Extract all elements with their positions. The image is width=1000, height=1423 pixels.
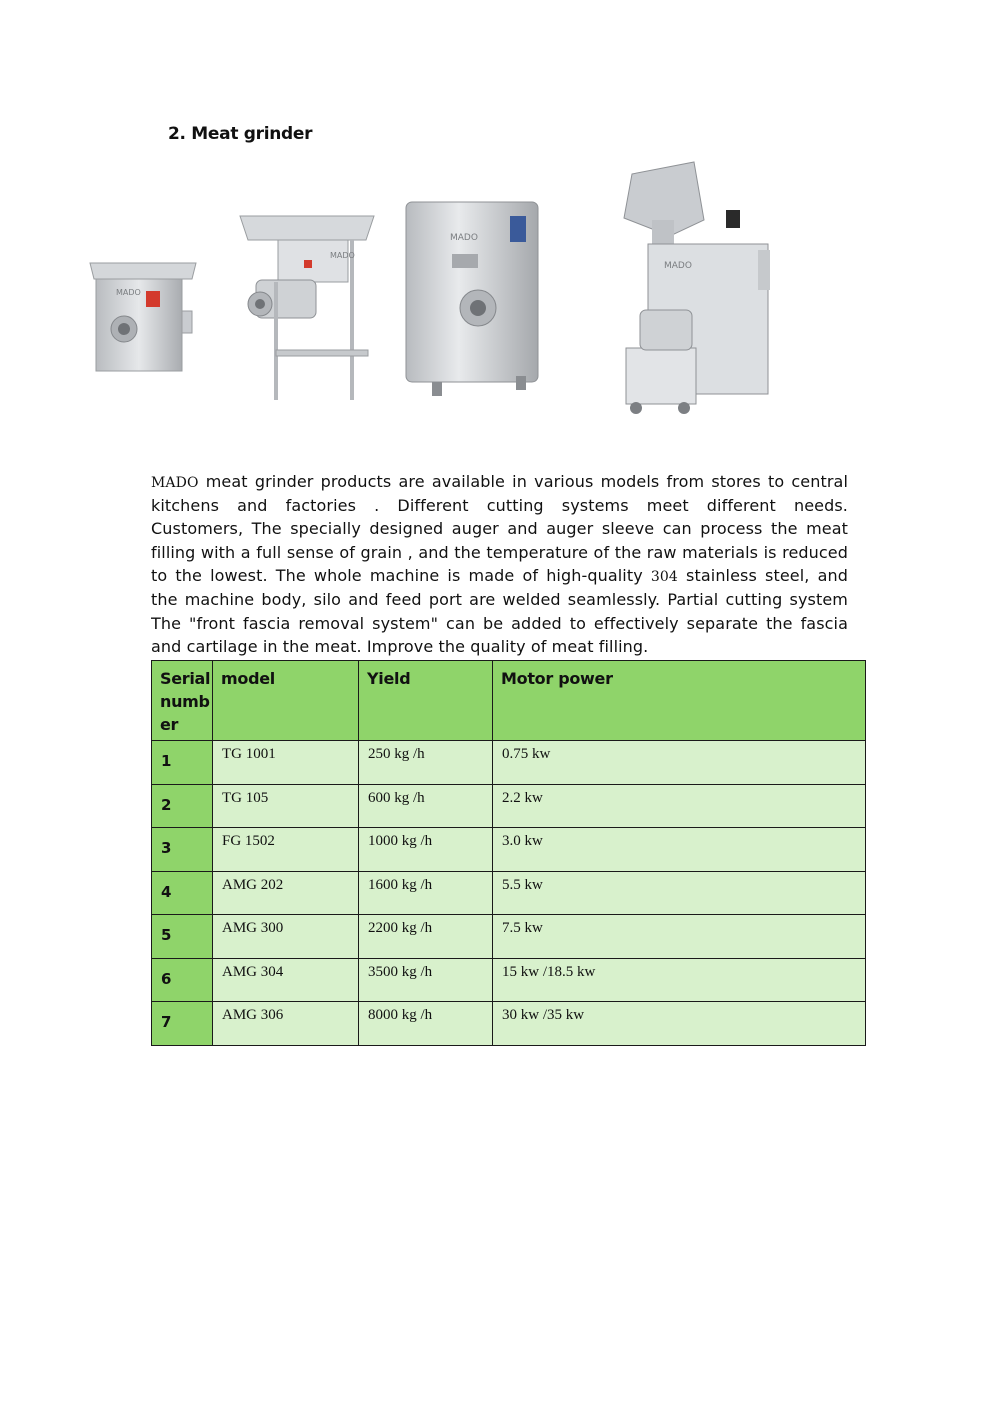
yield-cell: 1000 kg /h (359, 828, 493, 872)
model-cell: TG 105 (213, 784, 359, 828)
serial-cell: 4 (152, 871, 213, 915)
table-row (152, 741, 866, 785)
column-header-serial: Serial numb er (152, 661, 213, 741)
yield-cell: 1600 kg /h (359, 871, 493, 915)
serial-cell: 3 (152, 828, 213, 872)
yield-cell: 600 kg /h (359, 784, 493, 828)
serial-cell: 7 (152, 1002, 213, 1046)
table-row (152, 1002, 866, 1046)
power-cell: 15 kw /18.5 kw (493, 958, 866, 1002)
paragraph-line: filling with a full sense of grain , and the temperature of the raw materials is reduced (151, 542, 848, 562)
table-row (152, 915, 866, 959)
yield-cell: 3500 kg /h (359, 958, 493, 1002)
cabinet-meat-grinder-image (402, 196, 542, 402)
model-cell: TG 1001 (213, 741, 359, 785)
table-header-row (152, 661, 866, 741)
brand-logo-text: MADO (664, 261, 692, 271)
model-cell: AMG 306 (213, 1002, 359, 1046)
small-meat-grinder-image (88, 255, 198, 375)
section-heading: 2. Meat grinder (168, 124, 313, 144)
serial-cell: 6 (152, 958, 213, 1002)
power-cell: 3.0 kw (493, 828, 866, 872)
paragraph-line: to the lowest. The whole machine is made of high-quality 304 stainless steel, and (151, 566, 848, 586)
model-cell: AMG 304 (213, 958, 359, 1002)
brand-logo-text: MADO (450, 233, 478, 243)
serial-cell: 2 (152, 784, 213, 828)
product-description (151, 470, 848, 659)
stand-meat-grinder-image (238, 210, 376, 402)
column-header-yield: Yield (359, 661, 493, 741)
paragraph-line: kitchens and factories . Different cutting systems meet different needs. (151, 495, 848, 515)
paragraph-line: The "front fascia removal system" can be added to effectively separate the fascia (151, 613, 848, 633)
serial-cell: 5 (152, 915, 213, 959)
power-cell: 7.5 kw (493, 915, 866, 959)
column-header-model: model (213, 661, 359, 741)
paragraph-line: Customers, The specially designed auger and auger sleeve can process the meat (151, 519, 848, 539)
power-cell: 30 kw /35 kw (493, 1002, 866, 1046)
serial-cell: 1 (152, 741, 213, 785)
power-cell: 0.75 kw (493, 741, 866, 785)
table-row (152, 871, 866, 915)
yield-cell: 8000 kg /h (359, 1002, 493, 1046)
column-header-motor-power: Motor power (493, 661, 866, 741)
table-row (152, 958, 866, 1002)
brand-logo-text: MADO (116, 288, 141, 297)
paragraph-line: MADO meat grinder products are available in various models from stores to central (151, 472, 848, 491)
paragraph-line: the machine body, silo and feed port are welded seamlessly. Partial cutting system (151, 589, 848, 609)
brand-logo-text: MADO (330, 251, 355, 260)
yield-cell: 2200 kg /h (359, 915, 493, 959)
power-cell: 2.2 kw (493, 784, 866, 828)
model-cell: AMG 202 (213, 871, 359, 915)
model-cell: FG 1502 (213, 828, 359, 872)
table-row (152, 784, 866, 828)
power-cell: 5.5 kw (493, 871, 866, 915)
yield-cell: 250 kg /h (359, 741, 493, 785)
specification-table (151, 660, 866, 1046)
industrial-meat-grinder-image (612, 160, 782, 422)
paragraph-line: and cartilage in the meat. Improve the quality of meat filling. (151, 637, 649, 657)
model-cell: AMG 300 (213, 915, 359, 959)
table-row (152, 828, 866, 872)
